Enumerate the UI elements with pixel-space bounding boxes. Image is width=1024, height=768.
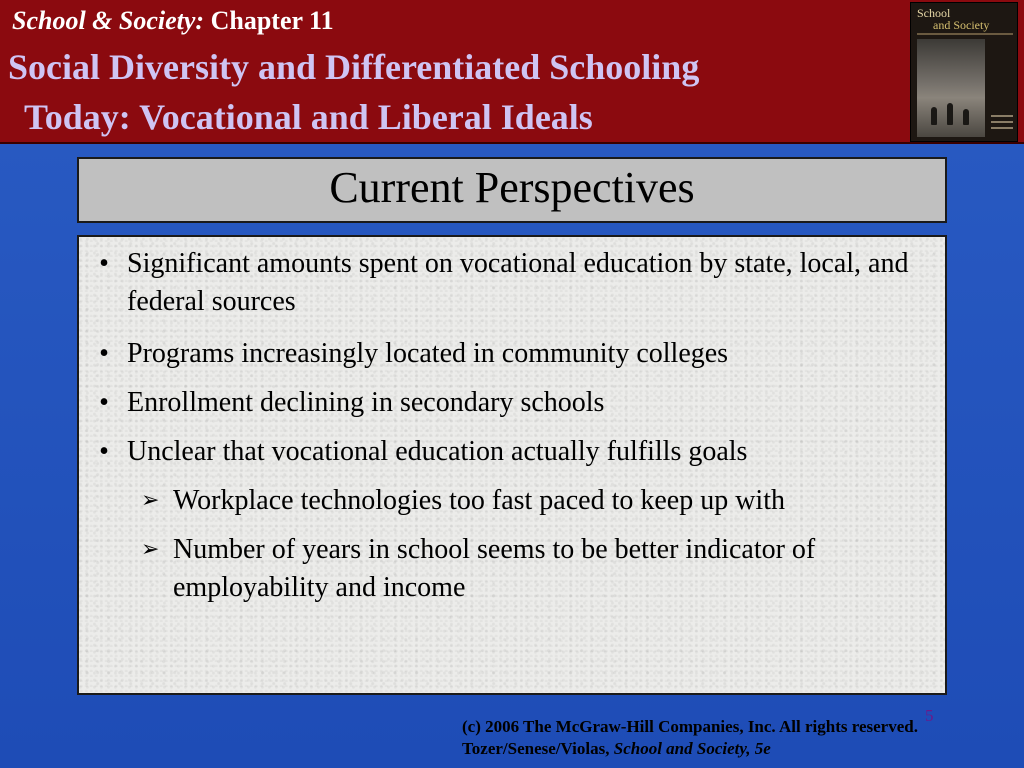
chapter-heading bbox=[12, 6, 334, 36]
bullet-marker: • bbox=[99, 248, 109, 279]
slide-title: Current Perspectives bbox=[329, 163, 695, 212]
slide-title-box bbox=[77, 157, 947, 223]
arrow-bullet-icon: ➢ bbox=[141, 488, 160, 513]
copyright-footer bbox=[462, 716, 918, 760]
sub-list-item bbox=[141, 531, 941, 607]
bullet-marker: • bbox=[99, 338, 109, 369]
content-box bbox=[77, 235, 947, 695]
cover-photo bbox=[917, 39, 985, 137]
page-number: 5 bbox=[925, 706, 934, 725]
cover-authors bbox=[991, 115, 1013, 133]
sub-list-item bbox=[141, 482, 941, 520]
bullet-marker: • bbox=[99, 436, 109, 467]
list-item bbox=[89, 335, 949, 373]
book-name: School & Society: bbox=[12, 6, 205, 35]
citation-authors: Tozer/Senese/Violas, bbox=[462, 739, 614, 758]
sub-bullet-text: Number of years in school seems to be better indicator of employability and income bbox=[173, 534, 816, 603]
list-item bbox=[89, 433, 949, 471]
cover-figure bbox=[963, 109, 969, 125]
citation-line bbox=[462, 738, 918, 760]
cover-title bbox=[917, 7, 989, 31]
chapter-title-line-2: Today: Vocational and Liberal Ideals bbox=[24, 97, 593, 137]
cover-figure bbox=[947, 103, 953, 125]
chapter-number: Chapter 11 bbox=[210, 6, 334, 35]
cover-title-word1: School bbox=[917, 6, 951, 20]
bullet-text: Significant amounts spent on vocational education by state, local, and federal sources bbox=[127, 248, 909, 317]
bullet-marker: • bbox=[99, 387, 109, 418]
sub-bullet-text: Workplace technologies too fast paced to keep up with bbox=[173, 485, 785, 516]
slide-header bbox=[0, 0, 1024, 144]
copyright-line: (c) 2006 The McGraw-Hill Companies, Inc. All rights reserved. bbox=[462, 717, 918, 736]
cover-title-word2: and Society bbox=[933, 18, 990, 32]
cover-subtitle-rule bbox=[917, 33, 1013, 35]
citation-title: School and Society, 5e bbox=[613, 739, 771, 758]
arrow-bullet-icon: ➢ bbox=[141, 537, 160, 562]
book-cover-image bbox=[910, 2, 1018, 142]
bullet-text: Programs increasingly located in community colleges bbox=[127, 338, 729, 369]
list-item bbox=[89, 384, 949, 422]
cover-figure bbox=[931, 107, 937, 125]
bullet-text: Enrollment declining in secondary schools bbox=[127, 387, 605, 418]
bullet-text: Unclear that vocational education actually fulfills goals bbox=[127, 436, 748, 467]
chapter-title-line-1: Social Diversity and Differentiated Schooling bbox=[8, 47, 700, 87]
list-item bbox=[89, 245, 949, 321]
